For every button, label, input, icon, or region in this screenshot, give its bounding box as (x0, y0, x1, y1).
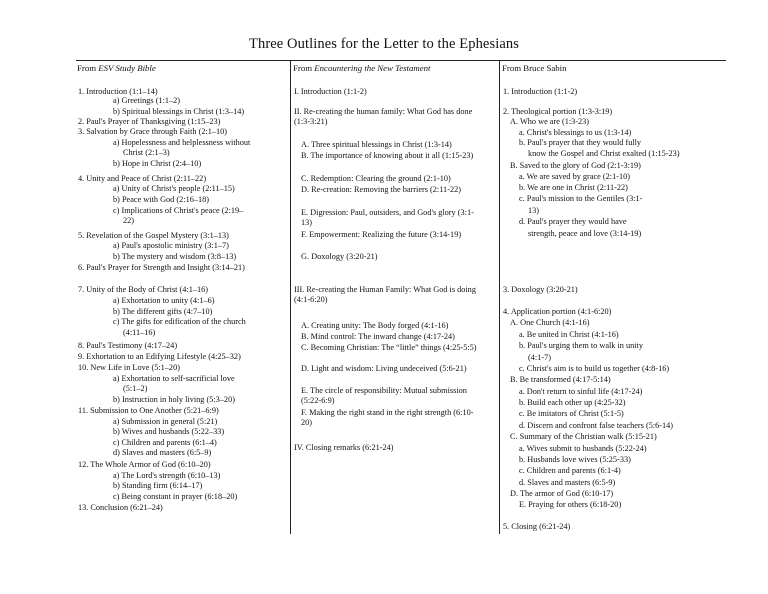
outline-line: b. Paul's urging them to walk in unity (519, 340, 643, 350)
outline-line: D. Re-creation: Removing the barriers (2:11-22) (301, 184, 461, 194)
outline-line: b) Peace with God (2:16–18) (113, 194, 209, 204)
outline-line: 3. Doxology (3:20-21) (503, 284, 578, 294)
outline-line: b) The different gifts (4:7–10) (113, 306, 213, 316)
outline-line: c) Being constant in prayer (6:18–20) (113, 491, 238, 501)
outline-line: B. The importance of knowing about it all (1:15-23) (301, 150, 474, 160)
outline-line: (5:1–2) (123, 383, 148, 393)
outline-line: 5. Closing (6:21-24) (503, 521, 571, 531)
outline-line: b. We are one in Christ (2:11-22) (519, 182, 628, 192)
outline-line: A. Who we are (1:3-23) (510, 116, 590, 126)
outline-line: a) Hopelessness and helplessness without (113, 137, 251, 147)
outline-line: A. One Church (4:1-16) (510, 317, 590, 327)
outline-line: (4:11–16) (123, 327, 156, 337)
outline-line: C. Becoming Christian: The “little” things (4:25-5:5) (301, 342, 477, 352)
outline-line: D. The armor of God (6:10-17) (510, 488, 614, 498)
outline-line: III. Re-creating the Human Family: What God is doing (4:1-6:20) (294, 284, 476, 304)
column-header (293, 63, 431, 73)
outline-line: a. Christ's blessings to us (1:3-14) (519, 127, 632, 137)
outline-line: 1. Introduction (1:1–14) (78, 86, 158, 96)
outline-line: 11. Submission to One Another (5:21–6:9) (78, 405, 219, 415)
outline-line: B. Saved to the glory of God (2:1-3:19) (510, 160, 641, 170)
outline-line: a) Exhortation to unity (4:1–6) (113, 295, 215, 305)
outline-line: a. Wives submit to husbands (5:22-24) (519, 443, 647, 453)
outline-line: 4. Application portion (4:1-6:20) (503, 306, 612, 316)
header-prefix: From (293, 63, 315, 73)
outline-line: strength, peace and love (3:14-19) (528, 228, 642, 238)
outline-line: 10. New Life in Love (5:1–20) (78, 362, 180, 372)
outline-line: Christ (2:1–3) (123, 147, 170, 157)
header-source: ESV Study Bible (98, 63, 156, 73)
outline-column-esv (76, 60, 288, 534)
column-header (502, 63, 567, 73)
outline-line: 1. Introduction (1:1-2) (503, 86, 578, 96)
header-source: Encountering the New Testament (314, 63, 431, 73)
outline-line: a) Paul's apostolic ministry (3:1–7) (113, 240, 229, 250)
outline-line: E. Digression: Paul, outsiders, and God's glory (3:1-13) (301, 207, 474, 227)
outline-line: a. Don't return to sinful life (4:17-24) (519, 386, 643, 396)
outline-line: E. The circle of responsibility: Mutual submission (5:22-6:9) (301, 385, 467, 405)
outline-line: d. Discern and confront false teachers (5:6-14) (519, 420, 674, 430)
outline-line: II. Re-creating the human family: What God has done (1:3-3:21) (294, 106, 473, 126)
outline-line: a) Exhortation to self-sacrificial love (113, 373, 235, 383)
outline-line: G. Doxology (3:20-21) (301, 251, 378, 261)
outline-line: C. Summary of the Christian walk (5:15-21) (510, 431, 657, 441)
outline-line: 3. Salvation by Grace through Faith (2:1–10) (78, 126, 228, 136)
outline-line: a. We are saved by grace (2:1-10) (519, 171, 630, 181)
outline-line: b. Paul's prayer that they would fully (519, 137, 642, 147)
outline-line: 8. Paul's Testimony (4:17–24) (78, 340, 178, 350)
outline-line: b) Hope in Christ (2:4–10) (113, 158, 202, 168)
outline-line: b) Instruction in holy living (5:3–20) (113, 394, 235, 404)
outline-column-encountering (292, 60, 499, 534)
outline-line: I. Introduction (1:1-2) (294, 86, 367, 96)
page-title: Three Outlines for the Letter to the Ephesians (249, 36, 519, 52)
outline-line: D. Light and wisdom: Living undeceived (5:6-21) (301, 363, 467, 373)
outline-line: A. Creating unity: The Body forged (4:1-16) (301, 320, 449, 330)
outline-line: 6. Paul's Prayer for Strength and Insight (3:14–21) (78, 262, 245, 272)
outline-line: c. Paul's mission to the Gentiles (3:1- (519, 193, 643, 203)
outline-line: b) The mystery and wisdom (3:8–13) (113, 251, 237, 261)
outline-line: c. Be imitators of Christ (5:1-5) (519, 408, 624, 418)
outline-line: a. Be united in Christ (4:1-16) (519, 329, 619, 339)
column-header (77, 63, 156, 73)
header-prefix: From Bruce Sabin (502, 63, 567, 73)
outline-line: F. Empowerment: Realizing the future (3:14-19) (301, 229, 462, 239)
outline-line: d) Slaves and masters (6:5–9) (113, 447, 212, 457)
outline-line: F. Making the right stand in the right strength (6:10-20) (301, 407, 474, 427)
outline-line: know the Gospel and Christ exalted (1:15-23) (528, 148, 680, 158)
outline-line: 2. Theological portion (1:3-3:19) (503, 106, 613, 116)
outline-line: (4:1-7) (528, 352, 551, 362)
outline-line: 9. Exhortation to an Edifying Lifestyle (4:25–32) (78, 351, 241, 361)
outline-line: 4. Unity and Peace of Christ (2:11–22) (78, 173, 207, 183)
outline-line: IV. Closing remarks (6:21-24) (294, 442, 394, 452)
outline-line: 7. Unity of the Body of Christ (4:1–16) (78, 284, 209, 294)
column-divider-2 (499, 60, 500, 534)
outline-line: d. Paul's prayer they would have (519, 216, 627, 226)
outline-line: B. Mind control: The inward change (4:17-24) (301, 331, 455, 341)
outline-line: A. Three spiritual blessings in Christ (1:3-14) (301, 139, 452, 149)
outline-line: a) Submission in general (5:21) (113, 416, 218, 426)
outline-line: B. Be transformed (4:17-5:14) (510, 374, 611, 384)
column-divider-1 (290, 60, 291, 534)
outline-line: C. Redemption: Clearing the ground (2:1-10) (301, 173, 451, 183)
outline-line: 2. Paul's Prayer of Thanksgiving (1:15–23) (78, 116, 221, 126)
outline-line: b) Standing firm (6:14–17) (113, 480, 203, 490)
outline-line: d. Slaves and masters (6:5-9) (519, 477, 616, 487)
outline-line: c) Implications of Christ's peace (2:19– (113, 205, 244, 215)
outline-line: b) Spiritual blessings in Christ (1:3–14) (113, 106, 245, 116)
outline-line: c) Children and parents (6:1–4) (113, 437, 217, 447)
outline-line: a) Greetings (1:1–2) (113, 95, 181, 105)
outline-line: E. Praying for others (6:18-20) (519, 499, 622, 509)
outline-line: b. Husbands love wives (5:25-33) (519, 454, 631, 464)
outline-line: 13. Conclusion (6:21–24) (78, 502, 163, 512)
outline-line: b) Wives and husbands (5:22–33) (113, 426, 225, 436)
outline-line: 22) (123, 215, 135, 225)
outline-line: a) Unity of Christ's people (2:11–15) (113, 183, 235, 193)
outline-line: c. Christ's aim is to build us together (4:8-16) (519, 363, 670, 373)
outline-column-sabin (501, 60, 731, 534)
outline-line: 13) (528, 205, 540, 215)
outline-line: a) The Lord's strength (6:10–13) (113, 470, 221, 480)
outline-line: c) The gifts for edification of the church (113, 316, 246, 326)
outline-line: b. Build each other up (4:25-32) (519, 397, 626, 407)
outline-line: 12. The Whole Armor of God (6:10–20) (78, 459, 211, 469)
outline-line: c. Children and parents (6:1-4) (519, 465, 621, 475)
outline-line: 5. Revelation of the Gospel Mystery (3:1–13) (78, 230, 229, 240)
header-prefix: From (77, 63, 99, 73)
